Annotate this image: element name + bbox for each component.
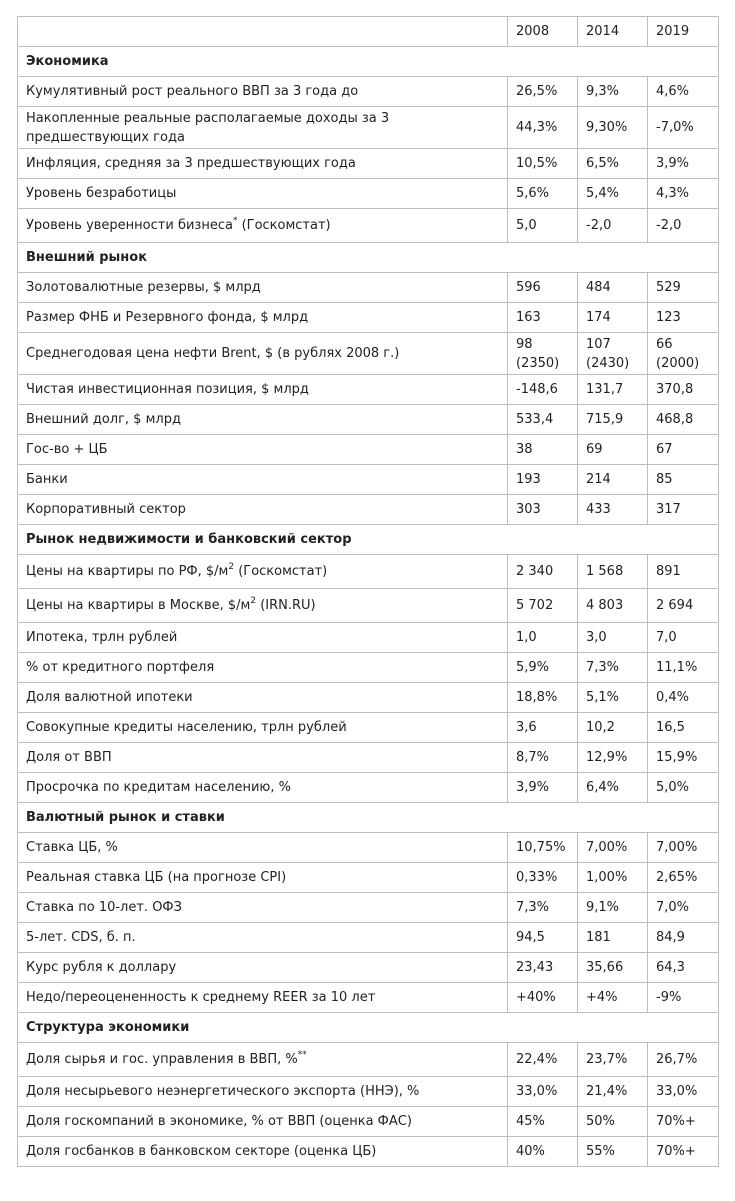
row-label: Размер ФНБ и Резервного фонда, $ млрд [26,310,309,325]
row-label-cell [18,589,508,623]
value-cell-2019: 370,8 [648,375,719,405]
section-header-row [18,1013,719,1043]
value-cell-2019: 317 [648,495,719,525]
value-cell-2019: 85 [648,465,719,495]
row-label-cell [18,893,508,923]
value-cell-2019: 67 [648,435,719,465]
row-label-cell [18,1107,508,1137]
table-row [18,1077,719,1107]
value-cell-2014: 174 [578,303,648,333]
table-row [18,149,719,179]
row-label-cell [18,983,508,1013]
value-cell-2014: 12,9% [578,743,648,773]
row-label-cell [18,1043,508,1077]
value-cell-2019: 33,0% [648,1077,719,1107]
row-label-cell [18,1137,508,1167]
value-cell-2008: 0,33% [508,863,578,893]
table-row [18,555,719,589]
header-empty-cell [18,17,508,47]
footnote-mark: 2 [250,595,257,606]
value-cell-2008: 26,5% [508,77,578,107]
table-row [18,405,719,435]
table-row [18,435,719,465]
table-row [18,983,719,1013]
value-cell-2019: 4,3% [648,179,719,209]
row-label: Доля госкомпаний в экономике, % от ВВП (оценка ФАС) [26,1114,412,1129]
row-label: Доля от ВВП [26,750,112,765]
value-cell-2014: 5,4% [578,179,648,209]
value-cell-2008: 5,6% [508,179,578,209]
value-cell-2019: -7,0% [648,107,719,149]
row-label: Гос-во + ЦБ [26,442,108,457]
row-label-cell [18,107,508,149]
value-cell-2014: 1,00% [578,863,648,893]
table-row [18,743,719,773]
value-cell-2008: 5,9% [508,653,578,683]
footnote-mark: * [232,215,238,226]
row-label: Ставка ЦБ, % [26,840,118,855]
value-cell-2014: 9,3% [578,77,648,107]
value-cell-2008: 5,0 [508,209,578,243]
value-cell-2019: 15,9% [648,743,719,773]
row-label: Просрочка по кредитам населению, % [26,780,291,795]
value-cell-2019: 84,9 [648,923,719,953]
row-label: Инфляция, средняя за 3 предшествующих года [26,156,356,171]
section-header-row [18,803,719,833]
value-cell-2014: 1 568 [578,555,648,589]
row-label-cell [18,743,508,773]
value-cell-2014: 3,0 [578,623,648,653]
row-label-suffix: (IRN.RU) [256,598,316,613]
row-label-cell [18,303,508,333]
value-cell-2014: 5,1% [578,683,648,713]
value-cell-2008: -148,6 [508,375,578,405]
value-cell-2019: 3,9% [648,149,719,179]
value-cell-2014: 7,00% [578,833,648,863]
value-cell-2008: 7,3% [508,893,578,923]
table-row [18,953,719,983]
value-cell-2014: -2,0 [578,209,648,243]
table-row [18,589,719,623]
table-row [18,495,719,525]
value-cell-2008: 33,0% [508,1077,578,1107]
value-cell-2019: 7,0% [648,893,719,923]
row-label: Ставка по 10-лет. ОФЗ [26,900,182,915]
row-label-cell [18,713,508,743]
value-cell-2008: 5 702 [508,589,578,623]
row-label: Недо/переоцененность к среднему REER за 10 лет [26,990,376,1005]
row-label-cell [18,179,508,209]
value-cell-2019: 70%+ [648,1137,719,1167]
row-label-cell [18,375,508,405]
section-title: Валютный рынок и ставки [18,803,719,833]
value-cell-2014: 23,7% [578,1043,648,1077]
table-row [18,893,719,923]
table-row [18,333,719,375]
row-label: Цены на квартиры в Москве, $/м [26,598,251,613]
row-label: % от кредитного портфеля [26,660,215,675]
row-label-cell [18,923,508,953]
value-cell-2008: 10,5% [508,149,578,179]
row-label-cell [18,863,508,893]
value-cell-2019: 26,7% [648,1043,719,1077]
table-row [18,1107,719,1137]
value-cell-2014: 6,5% [578,149,648,179]
row-label-cell [18,773,508,803]
value-cell-2014: 21,4% [578,1077,648,1107]
row-label-cell [18,953,508,983]
row-label-cell [18,653,508,683]
value-cell-2019: -2,0 [648,209,719,243]
value-cell-2014: 9,30% [578,107,648,149]
value-cell-2019: 529 [648,273,719,303]
value-cell-2019: 468,8 [648,405,719,435]
section-title: Рынок недвижимости и банковский сектор [18,525,719,555]
value-cell-2008: 533,4 [508,405,578,435]
value-cell-2008: 2 340 [508,555,578,589]
row-label: 5-лет. CDS, б. п. [26,930,136,945]
table-row [18,303,719,333]
table-body [18,17,719,1167]
row-label-cell [18,209,508,243]
row-label: Доля несырьевого неэнергетического экспорта (ННЭ), % [26,1084,420,1099]
value-cell-2008: 40% [508,1137,578,1167]
row-label: Банки [26,472,68,487]
row-label-cell [18,495,508,525]
row-label-cell [18,465,508,495]
table-row [18,653,719,683]
value-cell-2019: 70%+ [648,1107,719,1137]
row-label: Доля госбанков в банковском секторе (оценка ЦБ) [26,1144,377,1159]
row-label: Доля сырья и гос. управления в ВВП, % [26,1052,298,1067]
section-header-row [18,47,719,77]
value-cell-2019: 7,00% [648,833,719,863]
value-cell-2008: 193 [508,465,578,495]
row-label: Уровень безработицы [26,186,177,201]
value-cell-2014: 10,2 [578,713,648,743]
section-title: Экономика [18,47,719,77]
footnote-mark: ** [297,1049,307,1060]
value-cell-2014: 484 [578,273,648,303]
row-label: Реальная ставка ЦБ (на прогнозе CPI) [26,870,287,885]
section-header-row [18,243,719,273]
row-label: Совокупные кредиты населению, трлн рублей [26,720,347,735]
row-label-cell [18,77,508,107]
row-label-cell [18,149,508,179]
header-year-2019: 2019 [648,17,719,47]
value-cell-2019: 5,0% [648,773,719,803]
value-cell-2014: 181 [578,923,648,953]
row-label-cell [18,683,508,713]
value-cell-2019: 16,5 [648,713,719,743]
value-cell-2008: 3,9% [508,773,578,803]
value-cell-2008: 18,8% [508,683,578,713]
value-cell-2019: 891 [648,555,719,589]
value-cell-2014: 4 803 [578,589,648,623]
row-label: Золотовалютные резервы, $ млрд [26,280,261,295]
row-label: Накопленные реальные располагаемые доходы за 3 предшествующих года [26,110,390,145]
row-label-cell [18,555,508,589]
table-row [18,623,719,653]
row-label-cell [18,405,508,435]
value-cell-2014: 131,7 [578,375,648,405]
row-label-cell [18,435,508,465]
row-label: Курс рубля к доллару [26,960,177,975]
row-label: Чистая инвестиционная позиция, $ млрд [26,382,309,397]
value-cell-2014: 715,9 [578,405,648,435]
row-label: Среднегодовая цена нефти Brent, $ (в рублях 2008 г.) [26,346,400,361]
row-label-cell [18,333,508,375]
table-row [18,209,719,243]
value-cell-2014: 214 [578,465,648,495]
value-cell-2008: 94,5 [508,923,578,953]
header-year-2008: 2008 [508,17,578,47]
row-label-suffix: (Госкомстат) [237,218,331,233]
table-row [18,465,719,495]
table-row [18,179,719,209]
table-row [18,683,719,713]
section-header-row [18,525,719,555]
table-row [18,833,719,863]
value-cell-2008: 303 [508,495,578,525]
value-cell-2014: 9,1% [578,893,648,923]
table-row [18,375,719,405]
value-cell-2008: 38 [508,435,578,465]
value-cell-2019: 66 (2000) [648,333,719,375]
table-row [18,273,719,303]
row-label: Корпоративный сектор [26,502,186,517]
value-cell-2008: 10,75% [508,833,578,863]
data-table [17,16,719,1167]
header-row [18,17,719,47]
value-cell-2008: 8,7% [508,743,578,773]
table-row [18,923,719,953]
table-row [18,863,719,893]
row-label: Уровень уверенности бизнеса [26,218,233,233]
value-cell-2008: +40% [508,983,578,1013]
value-cell-2019: 0,4% [648,683,719,713]
footnote-mark: 2 [228,561,235,572]
value-cell-2014: 55% [578,1137,648,1167]
value-cell-2014: 107 (2430) [578,333,648,375]
table-row [18,1043,719,1077]
value-cell-2014: 69 [578,435,648,465]
value-cell-2014: 433 [578,495,648,525]
value-cell-2019: 7,0 [648,623,719,653]
value-cell-2014: 35,66 [578,953,648,983]
value-cell-2019: 2,65% [648,863,719,893]
row-label-suffix: (Госкомстат) [234,564,328,579]
value-cell-2008: 1,0 [508,623,578,653]
value-cell-2019: 64,3 [648,953,719,983]
value-cell-2014: 50% [578,1107,648,1137]
row-label: Ипотека, трлн рублей [26,630,178,645]
row-label-cell [18,1077,508,1107]
row-label: Цены на квартиры по РФ, $/м [26,564,229,579]
value-cell-2008: 22,4% [508,1043,578,1077]
row-label-cell [18,273,508,303]
value-cell-2008: 98 (2350) [508,333,578,375]
value-cell-2014: 6,4% [578,773,648,803]
section-title: Внешний рынок [18,243,719,273]
row-label: Внешний долг, $ млрд [26,412,181,427]
table-row [18,773,719,803]
value-cell-2008: 44,3% [508,107,578,149]
value-cell-2008: 3,6 [508,713,578,743]
header-year-2014: 2014 [578,17,648,47]
value-cell-2008: 163 [508,303,578,333]
value-cell-2014: 7,3% [578,653,648,683]
value-cell-2008: 23,43 [508,953,578,983]
value-cell-2019: 2 694 [648,589,719,623]
section-title: Структура экономики [18,1013,719,1043]
value-cell-2019: 4,6% [648,77,719,107]
row-label-cell [18,623,508,653]
value-cell-2014: +4% [578,983,648,1013]
value-cell-2019: -9% [648,983,719,1013]
row-label-cell [18,833,508,863]
row-label: Кумулятивный рост реального ВВП за 3 года до [26,84,359,99]
row-label: Доля валютной ипотеки [26,690,193,705]
value-cell-2019: 123 [648,303,719,333]
table-row [18,107,719,149]
value-cell-2008: 45% [508,1107,578,1137]
table-row [18,713,719,743]
table-row [18,1137,719,1167]
table-row [18,77,719,107]
value-cell-2019: 11,1% [648,653,719,683]
value-cell-2008: 596 [508,273,578,303]
